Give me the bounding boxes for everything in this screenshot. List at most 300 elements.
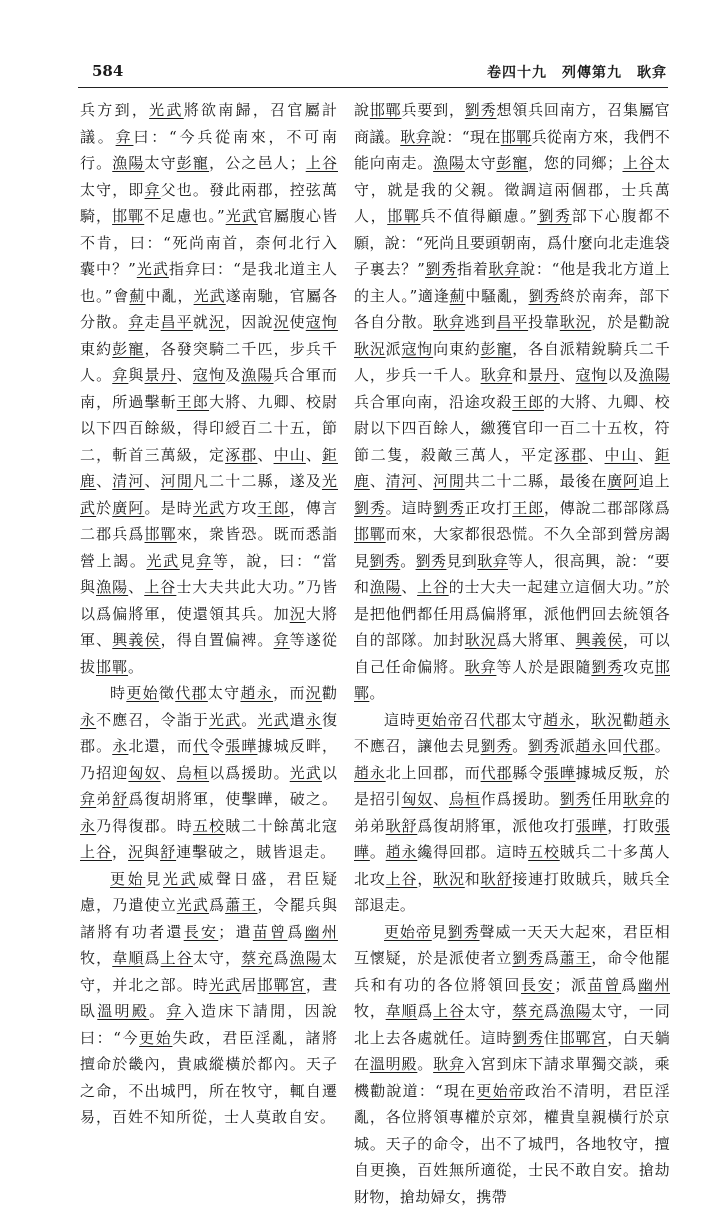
proper-name: 代郡: [480, 711, 512, 729]
proper-name: 耿況: [560, 313, 592, 331]
proper-name: 光武: [209, 976, 241, 994]
proper-name: 清河: [112, 472, 144, 490]
proper-name: 光武: [226, 207, 258, 225]
proper-name: 趙永: [240, 684, 273, 702]
text-run: 以及: [607, 366, 639, 384]
text-run: ，令罷兵與諸將有功者還: [80, 896, 338, 941]
proper-name: 邯鄲: [96, 658, 128, 676]
text-run: 。: [512, 737, 528, 755]
running-header: [92, 62, 667, 84]
proper-name: 弇: [145, 181, 161, 199]
text-run: 見: [145, 870, 163, 888]
translation-paragraph-1: [354, 97, 670, 707]
right-column-translation: [354, 97, 670, 1210]
proper-name: 況: [209, 313, 225, 331]
text-run: 爲復胡將軍，派他攻打: [417, 817, 575, 835]
text-run: 中亂，: [145, 287, 193, 305]
text-run: 大將、九卿、校尉以下四百餘級，得印綬百二十五，節二，斬首三萬級，定: [80, 393, 338, 464]
proper-name: 耿況: [433, 870, 465, 888]
text-run: 。: [128, 658, 144, 676]
proper-name: 弇: [116, 128, 134, 146]
text-run: 、: [257, 446, 273, 464]
proper-name: 溫明殿: [370, 1055, 417, 1073]
text-run: 復郡。: [80, 711, 338, 756]
proper-name: 弇: [166, 1002, 183, 1020]
proper-name: 寇恂: [193, 366, 225, 384]
proper-name: 漁陽: [560, 1002, 592, 1020]
text-run: 政治不清明，君臣淫亂，各位將領專權於京郊，權貴皇親橫行於京城。天子的命令，出不了城門，各地牧守，擅自更換，百姓無所適從，士民不敢自安。搶劫財物，搶劫婦女，携帶: [354, 1082, 670, 1206]
proper-name: 耿弇: [623, 790, 655, 808]
proper-name: 上谷: [306, 154, 338, 172]
text-run: 派: [386, 340, 402, 358]
proper-name: 光武: [137, 260, 169, 278]
text-run: 遣: [290, 711, 306, 729]
text-run: ，命令他罷兵和有功的各位將領回: [354, 949, 670, 994]
proper-name: 蔡充: [241, 949, 273, 967]
text-run: 爲: [145, 949, 161, 967]
text-run: 的弟弟: [354, 790, 670, 835]
proper-name: 光武: [80, 472, 338, 517]
proper-name: 寇恂: [576, 366, 608, 384]
text-run: 。: [417, 1055, 433, 1073]
text-run: 時: [110, 684, 126, 702]
proper-name: 更始帝: [476, 1082, 525, 1100]
proper-name: 光武: [149, 101, 184, 119]
text-run: 據城反叛，於是招引: [354, 764, 670, 809]
text-run: 曰：“今兵從南來，不可南行。: [80, 128, 338, 173]
text-run: ，得自置偏裨。: [161, 631, 274, 649]
text-run: 走: [145, 313, 161, 331]
left-column-classical-text: [80, 97, 338, 1131]
proper-name: 景丹: [528, 366, 560, 384]
text-run: 見: [180, 552, 197, 570]
proper-name: 廣阿: [112, 499, 144, 517]
text-run: 兵要到，: [401, 101, 464, 119]
proper-name: 上谷: [386, 870, 418, 888]
text-run: ，白天躺在: [354, 1029, 670, 1074]
proper-name: 漁陽: [290, 949, 322, 967]
proper-name: 耿況: [354, 340, 386, 358]
proper-name: 趙永: [543, 711, 575, 729]
proper-name: 中山: [605, 446, 638, 464]
text-run: 縣令: [512, 764, 544, 782]
text-run: 和: [465, 870, 481, 888]
text-run: 將欲南歸，召官屬計議。: [80, 101, 338, 146]
text-run: 入造床下請閒，因說曰：“今: [80, 1002, 338, 1047]
proper-name: 耿弇: [477, 552, 508, 570]
proper-name: 鉅鹿: [80, 446, 338, 491]
text-run: 召: [464, 711, 480, 729]
proper-name: 更始: [139, 1029, 172, 1047]
proper-name: 劉秀: [465, 101, 497, 119]
text-run: 兵方到，: [80, 101, 149, 119]
text-run: ，各自派精銳騎兵二千人，步兵一千人。: [354, 340, 670, 385]
proper-name: 蕭王: [560, 949, 592, 967]
text-run: ，傳說二郡部隊爲: [544, 499, 670, 517]
proper-name: 劉秀: [354, 499, 386, 517]
proper-name: 邯鄲: [145, 525, 177, 543]
proper-name: 弇: [80, 790, 96, 808]
text-run: 接連打敗賊兵，賊兵全部退走。: [354, 870, 670, 915]
proper-name: 光武: [163, 870, 198, 888]
proper-name: 趙永: [386, 843, 418, 861]
text-run: 與: [128, 366, 144, 384]
text-run: 見到: [446, 552, 477, 570]
text-run: 太守，一同北上去各處就任。這時: [354, 1002, 670, 1047]
text-run: 、: [128, 578, 144, 596]
proper-name: 幽州: [305, 923, 338, 941]
proper-name: 劉秀: [512, 949, 544, 967]
text-run: 兵合軍向南，沿途攻殺: [354, 393, 512, 411]
proper-name: 光武: [146, 552, 179, 570]
proper-name: 耿弇: [400, 128, 431, 146]
proper-name: 劉秀: [448, 923, 480, 941]
text-run: 爲: [274, 949, 290, 967]
text-run: 牧，: [354, 1002, 386, 1020]
text-run: 回: [607, 737, 623, 755]
proper-name: 彭寵: [112, 340, 144, 358]
proper-name: 興義侯: [112, 631, 160, 649]
text-run: 部下心腹都不願，說：“死尚且要頭朝南，爲什麼向北走進袋子裏去？”: [354, 207, 670, 278]
proper-name: 劉秀: [433, 499, 465, 517]
text-run: 爲: [209, 896, 225, 914]
text-run: 兵從南方來，我們不能向南走。: [354, 128, 670, 173]
text-run: 兵不值得顧慮。”: [420, 207, 537, 225]
text-run: 、: [177, 366, 193, 384]
proper-name: 劉秀: [537, 207, 572, 225]
proper-name: 光武: [194, 287, 226, 305]
proper-name: 劉秀: [560, 790, 592, 808]
text-run: 士大夫共此大功。”乃皆以爲偏將軍，使還領其兵。加: [80, 578, 338, 623]
proper-name: 舒: [112, 790, 128, 808]
text-run: 爲: [621, 976, 638, 994]
proper-name: 耿弇: [481, 366, 513, 384]
text-run: 太守: [465, 154, 497, 172]
header-rule: [78, 87, 668, 88]
proper-name: 舒: [160, 843, 176, 861]
proper-name: 王郎: [177, 393, 209, 411]
text-run: ，: [575, 711, 591, 729]
proper-name: 邯鄲宮: [257, 976, 305, 994]
proper-name: 漁陽: [370, 578, 402, 596]
text-run: 說: [354, 101, 370, 119]
proper-name: 上谷: [80, 843, 112, 861]
text-run: 正攻打: [465, 499, 512, 517]
text-run: 太守: [208, 684, 241, 702]
text-run: 。: [370, 843, 386, 861]
proper-name: 況: [274, 313, 290, 331]
proper-name: 溫明殿: [97, 1002, 149, 1020]
text-run: 追上: [639, 472, 670, 490]
proper-name: 劉秀: [481, 737, 513, 755]
proper-name: 邯鄲: [370, 101, 402, 119]
text-run: ，: [112, 843, 128, 861]
proper-name: 耿況: [591, 711, 623, 729]
text-run: 太守，就是我的父親。徵調這兩個郡，士兵萬人，: [354, 154, 670, 225]
proper-name: 張曄: [544, 764, 576, 782]
proper-name: 弇: [128, 313, 144, 331]
translation-paragraph-3: [354, 919, 670, 1210]
proper-name: 長安: [521, 976, 554, 994]
proper-name: 更始: [110, 870, 145, 888]
text-run: 、: [417, 472, 433, 490]
classical-paragraph-3: [80, 866, 338, 1131]
proper-name: 鉅鹿: [354, 446, 670, 491]
proper-name: 烏桓: [449, 790, 481, 808]
proper-name: 清河: [386, 472, 418, 490]
proper-name: 涿郡: [554, 446, 587, 464]
proper-name: 趙永: [354, 764, 386, 782]
proper-name: 漁陽: [112, 154, 144, 172]
text-run: 爲: [544, 1002, 560, 1020]
proper-name: 幽州: [638, 976, 670, 994]
proper-name: 匈奴: [128, 764, 160, 782]
proper-name: 邯鄲宮: [560, 1029, 607, 1047]
proper-name: 王郎: [257, 499, 289, 517]
text-run: 、: [588, 446, 605, 464]
text-run: ；遣: [218, 923, 253, 941]
proper-name: 漁陽: [96, 578, 128, 596]
text-run: 、: [638, 446, 655, 464]
text-run: 終於南奔，部下各自分散。: [354, 287, 670, 332]
proper-name: 寇恂: [306, 313, 338, 331]
proper-name: 河閒: [433, 472, 465, 490]
proper-name: 彭寵: [177, 154, 209, 172]
proper-name: 更始: [126, 684, 159, 702]
text-run: 居: [241, 976, 257, 994]
text-run: 弟: [96, 790, 112, 808]
text-run: 、: [145, 472, 161, 490]
proper-name: 弇: [112, 366, 128, 384]
proper-name: 永: [112, 737, 128, 755]
text-run: 爲大將軍、: [496, 631, 575, 649]
proper-name: 張曄: [576, 817, 608, 835]
text-run: 任用: [591, 790, 623, 808]
text-run: 等人於是跟隨: [496, 658, 591, 676]
text-run: 勸: [322, 684, 338, 702]
classical-paragraph-2: [80, 680, 338, 866]
text-run: ，您的同鄉；: [528, 154, 622, 172]
proper-name: 五校: [528, 843, 560, 861]
text-run: 凡二十二縣，遂及: [193, 472, 322, 490]
proper-name: 烏桓: [177, 764, 209, 782]
text-run: 說：“他是我北方道上的主人。”適逢: [354, 260, 670, 305]
text-run: 想領兵回南方，召集屬官商議。: [354, 101, 670, 146]
text-run: 爲復胡將軍，使擊曄，破之。: [128, 790, 338, 808]
text-run: 。是時: [145, 499, 193, 517]
text-run: 太守: [145, 154, 177, 172]
text-run: 太守: [511, 711, 543, 729]
text-run: ，因說: [225, 313, 273, 331]
proper-name: 漁陽: [433, 154, 465, 172]
text-run: 作爲援助。: [481, 790, 560, 808]
proper-name: 代郡: [175, 684, 208, 702]
text-run: ，可以自己任命偏將。: [354, 631, 670, 676]
proper-name: 薊: [129, 287, 145, 305]
text-run: 遂南馳，官屬各分散。: [80, 287, 338, 332]
proper-name: 邯鄲: [387, 207, 420, 225]
text-run: 連擊破之，賊皆退走。: [176, 843, 336, 861]
text-run: 北上回郡，而: [386, 764, 481, 782]
text-run: 、: [96, 472, 112, 490]
proper-name: 長安: [184, 923, 219, 941]
proper-name: 永: [80, 817, 96, 835]
proper-name: 耿況: [465, 631, 497, 649]
text-run: 爲: [417, 1002, 433, 1020]
text-run: 住: [544, 1029, 560, 1047]
text-run: 牧，: [80, 949, 112, 967]
proper-name: 弇: [274, 631, 290, 649]
proper-name: 蔡充: [512, 1002, 544, 1020]
proper-name: 景丹: [145, 366, 177, 384]
proper-name: 漁陽: [241, 366, 273, 384]
text-run: 令: [209, 737, 225, 755]
text-run: 、: [306, 446, 322, 464]
proper-name: 韋順: [386, 1002, 418, 1020]
proper-name: 王郎: [512, 499, 544, 517]
text-run: 與: [144, 843, 160, 861]
text-run: 。: [400, 552, 415, 570]
text-run: 不應召，讓他去見: [354, 737, 481, 755]
text-run: 、: [161, 764, 177, 782]
text-run: 方攻: [225, 499, 257, 517]
text-run: ，而: [273, 684, 306, 702]
proper-name: 上谷: [417, 578, 449, 596]
text-run: 以爲援助。: [209, 764, 290, 782]
proper-name: 況: [306, 684, 322, 702]
proper-name: 上谷: [623, 154, 655, 172]
proper-name: 廣阿: [607, 472, 639, 490]
text-run: 徵: [159, 684, 175, 702]
text-run: 這時: [384, 711, 416, 729]
proper-name: 光武: [290, 764, 322, 782]
text-run: 太守，: [193, 949, 241, 967]
text-run: ，晝臥: [80, 976, 338, 1021]
proper-name: 永: [80, 711, 96, 729]
text-run: 。: [241, 711, 257, 729]
proper-name: 更始帝: [384, 923, 432, 941]
text-run: 勸: [623, 711, 639, 729]
text-run: 太守，并北之部。時: [80, 949, 338, 994]
text-run: 北還，而: [128, 737, 193, 755]
text-run: ，傳言二郡兵爲: [80, 499, 338, 544]
text-run: 等遂從拔: [80, 631, 338, 676]
text-run: 和: [512, 366, 528, 384]
text-run: 太守，: [465, 1002, 512, 1020]
text-run: 爲: [544, 949, 560, 967]
text-run: ，各發突騎二千匹，步兵千人。: [80, 340, 338, 385]
text-run: 就: [193, 313, 209, 331]
proper-name: 河閒: [161, 472, 193, 490]
proper-name: 匈奴: [401, 790, 433, 808]
proper-name: 韋順: [112, 949, 144, 967]
proper-name: 永: [306, 711, 322, 729]
text-run: 及: [225, 366, 241, 384]
proper-name: 張曄: [225, 737, 257, 755]
proper-name: 上谷: [433, 1002, 465, 1020]
text-run: 賊兵二十多萬人北攻: [354, 843, 670, 888]
proper-name: 代: [193, 737, 209, 755]
text-run: 等，說，曰：“當與: [80, 552, 338, 597]
text-run: 的大將、九卿、校尉以下四百餘人，繳獲官印一百二十五枚，符節二隻，殺敵三萬人，平定: [354, 393, 670, 464]
proper-name: 弇: [196, 552, 213, 570]
proper-name: 彭寵: [481, 340, 513, 358]
text-run: 纔得回郡。這時: [417, 843, 528, 861]
proper-name: 苗曾: [588, 976, 621, 994]
text-run: 指弇曰：“是我北道主人也。”會: [80, 260, 338, 305]
proper-name: 劉秀: [512, 1029, 544, 1047]
text-run: 而來，大家都很恐慌。不久全部到營房謁見: [354, 525, 670, 570]
text-run: 中騷亂，: [465, 287, 528, 305]
proper-name: 彭寵: [496, 154, 528, 172]
text-run: 官屬腹心皆不肯，曰：“死尚南首，柰何北行入囊中？”: [80, 207, 338, 278]
proper-name: 邯鄲: [501, 128, 532, 146]
text-run: 來，衆皆恐。既而悉詣營上謁。: [80, 525, 338, 570]
text-run: 派: [560, 737, 576, 755]
text-run: ，打敗: [607, 817, 654, 835]
proper-name: 劉秀: [425, 260, 457, 278]
proper-name: 光武: [209, 711, 241, 729]
text-run: 指着: [457, 260, 489, 278]
text-run: 、: [433, 790, 449, 808]
proper-name: 蕭王: [225, 896, 257, 914]
text-run: 。: [149, 1002, 166, 1020]
text-run: 不應召，令詣于: [96, 711, 209, 729]
proper-name: 耿舒: [481, 870, 513, 888]
text-run: ；派: [554, 976, 587, 994]
proper-name: 況: [128, 843, 144, 861]
text-run: 兵合軍而南，所過擊斬: [80, 366, 338, 411]
text-run: 向東約: [433, 340, 480, 358]
text-run: 使: [290, 313, 306, 331]
text-run: ，公之邑人；: [209, 154, 306, 172]
proper-name: 苗曾: [253, 923, 288, 941]
text-run: 據城反畔，乃招迎: [80, 737, 338, 782]
proper-name: 更始帝: [416, 711, 464, 729]
proper-name: 趙永: [639, 711, 670, 729]
proper-name: 光武: [257, 711, 289, 729]
text-run: 東約: [80, 340, 112, 358]
text-run: ，於是勸說: [591, 313, 670, 331]
text-run: 太守，即: [80, 181, 145, 199]
proper-name: 五校: [193, 817, 225, 835]
text-run: 。: [655, 737, 670, 755]
proper-name: 上谷: [144, 578, 176, 596]
proper-name: 邯鄲: [354, 658, 670, 703]
proper-name: 耿弇: [465, 658, 497, 676]
proper-name: 王郎: [512, 393, 544, 411]
text-run: 。: [369, 684, 384, 702]
proper-name: 趙永: [576, 737, 608, 755]
text-run: 入宮到床下請求單獨交談，乘機勸說道：“現在: [354, 1055, 670, 1100]
proper-name: 代郡: [623, 737, 655, 755]
text-run: 失政，君臣淫亂，諸將擅命於畿內，貴戚縱橫於都內。天子之命，不出城門，所在牧守，輒自遷易，百姓不知所從，士人莫敢自安。: [80, 1029, 338, 1127]
proper-name: 劉秀: [591, 658, 623, 676]
proper-name: 昌平: [496, 313, 528, 331]
classical-paragraph-1: [80, 97, 338, 680]
text-run: 逃到: [465, 313, 497, 331]
proper-name: 耿舒: [386, 817, 418, 835]
proper-name: 昌平: [161, 313, 193, 331]
text-run: 說：“現在: [431, 128, 501, 146]
text-run: 等人，很高興，說：“要和: [354, 552, 670, 597]
proper-name: 劉秀: [528, 287, 560, 305]
proper-name: 邯鄲: [112, 207, 144, 225]
proper-name: 漁陽: [639, 366, 670, 384]
text-run: 的士大夫一起建立這個大功。”於是把他們都任用爲偏將軍，派他們回去統領各自的部隊。加封: [354, 578, 670, 649]
proper-name: 光武: [193, 499, 225, 517]
proper-name: 況: [290, 605, 306, 623]
